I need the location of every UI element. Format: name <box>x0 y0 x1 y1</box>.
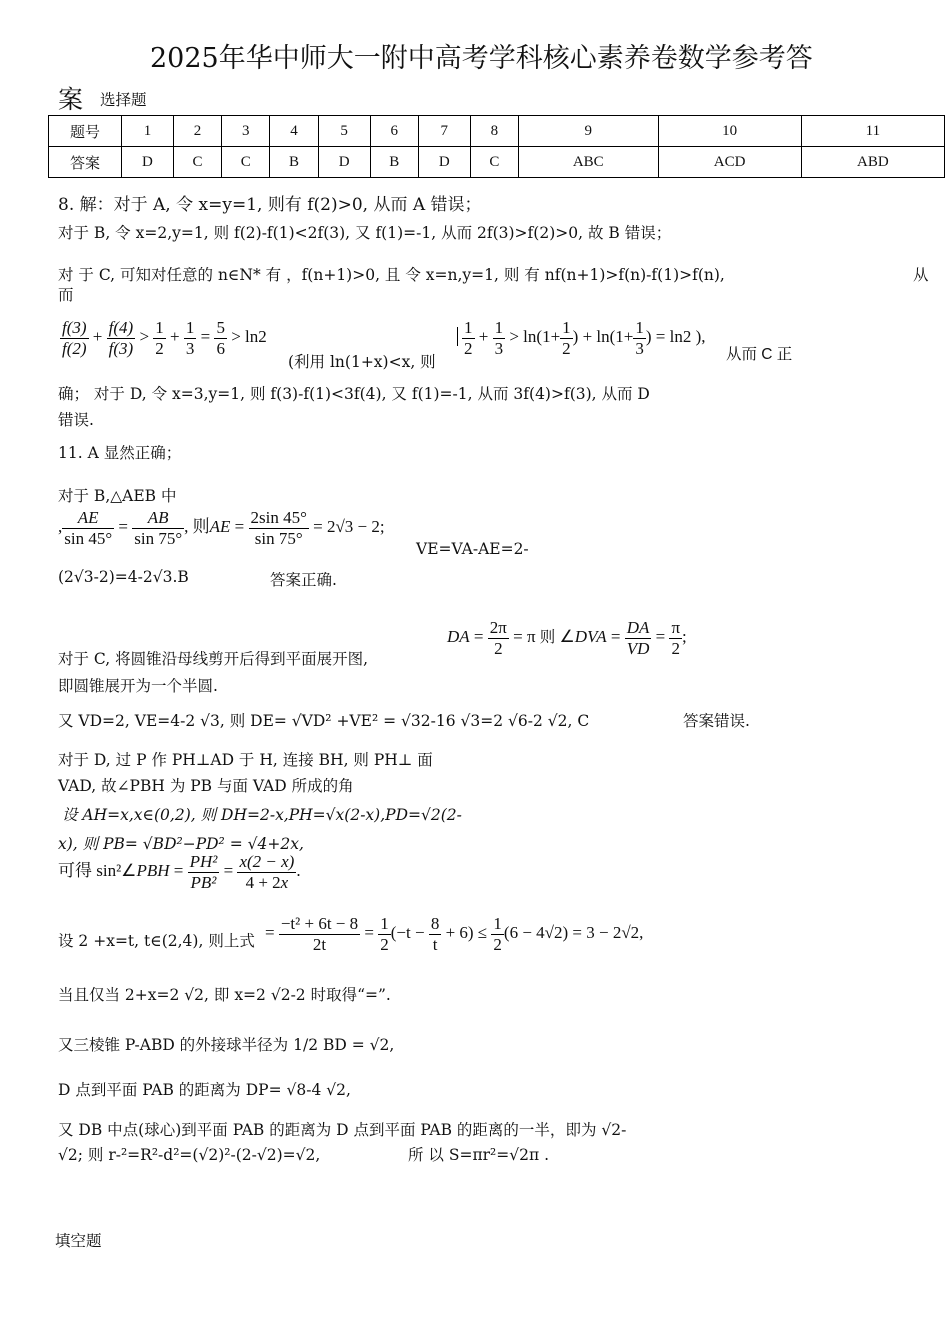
table-cell: 7 <box>418 116 470 147</box>
q8-formula-ln: $\frac{1}{2}$ + $\frac{1}{3}$ > ln(1+ $\frac{1}{2}$ ) + ln(1+ $\frac{1}{3}$ ) = ln2 ), <box>457 318 706 358</box>
section-heading-fill: 填空题 <box>55 1232 102 1250</box>
table-header-cell: 题号 <box>49 116 122 147</box>
q11-c-formula: DA = $\frac{2\pi}{2}$ = π 则 ∠DVA = $\frac{DA}{VD}$ = $\frac{\pi}{2}$ ; <box>447 618 687 658</box>
q11-d-line-2: VAD, 故∠PBH 为 PB 与面 VAD 所成的角 <box>58 777 354 795</box>
q8-line-6: 错误. <box>58 411 94 429</box>
q11-b-line-2: VE=VA-AE=2- <box>416 540 529 558</box>
table-cell: D <box>418 147 470 178</box>
table-row <box>49 116 945 147</box>
q11-d-line-6-prefix: 设 2 +x=t, t∈(2,4), 则上式 <box>58 932 255 950</box>
q11-c-line-2: 即圆锥展开为一个半圆. <box>58 677 218 695</box>
table-cell: 1 <box>122 116 174 147</box>
q11-d-line-1: 对于 D, 过 P 作 PH⊥AD 于 H, 连接 BH, 则 PH⊥ 面 <box>58 751 433 769</box>
table-cell: ABC <box>519 147 659 178</box>
q8-line-3-tail: 从 <box>913 266 929 284</box>
table-cell: 4 <box>270 116 318 147</box>
table-cell: 2 <box>173 116 221 147</box>
table-header-cell: 答案 <box>49 147 122 178</box>
q11-d-line-10: 又 DB 中点(球心)到平面 PAB 的距离为 D 点到平面 PAB 的距离的一半，即为 √2- <box>58 1121 627 1139</box>
q11-d-line-11-tail: 所 以 S=πr²=√2π . <box>408 1146 550 1164</box>
q11-b-formula: , $\frac{AE}{\sin 45^\circ}$ = $\frac{AB}{\sin 75^\circ}$ , 则AE = $\frac{2\sin 45^\circ}{\sin 75^\circ}$ = 2√3 − 2; <box>58 508 385 548</box>
q8-line-1: 8. 解：对于 A, 令 x=y=1, 则有 f(2)>0, 从而 A 错误； <box>58 195 482 215</box>
table-cell: D <box>122 147 174 178</box>
page-title-continued: 案 <box>58 85 84 114</box>
q8-line-4-tail: 从而 C 正 <box>726 346 793 363</box>
table-cell: ABD <box>801 147 944 178</box>
q8-formula-sum-ratio: $\frac{f(3)}{f(2)}$ + $\frac{f(4)}{f(3)}$ > $\frac{1}{2}$ + $\frac{1}{3}$ = $\frac{5}{6}$ > ln2 <box>62 318 267 358</box>
q11-a: 11. A 显然正确； <box>58 444 182 462</box>
page-title: 2025年华中师大一附中高考学科核心素养卷数学参考答 <box>150 43 813 74</box>
table-cell: B <box>370 147 418 178</box>
q11-d-formula-bound: = $\frac{\text{−t² + 6t − 8}}{2t}$ = $\frac{1}{2}$ (−t − $\frac{8}{t}$ + 6) ≤ $\frac{1}{2}$ (6 − 4√2) = 3 − 2√2, <box>265 914 644 954</box>
q8-line-2: 对于 B, 令 x=2,y=1, 则 f(2)-f(1)<2f(3), 又 f(1)=-1, 从而 2f(3)>f(2)>0, 故 B 错误； <box>58 224 672 242</box>
table-cell: C <box>470 147 518 178</box>
q8-line-3-cont: 而 <box>58 286 74 304</box>
table-cell: 6 <box>370 116 418 147</box>
table-cell: C <box>222 147 270 178</box>
q11-c-line-1: 对于 C, 将圆锥沿母线剪开后得到平面展开图, <box>58 650 369 668</box>
table-cell: 5 <box>318 116 370 147</box>
q11-b-line-1: 对于 B,△AEB 中 <box>58 487 177 505</box>
q8-line-3: 对 于 C, 可知对任意的 n∈N* 有 ，f(n+1)>0, 且 令 x=n,y=1, 则 有 nf(n+1)>f(n)-f(1)>f(n), <box>58 266 725 284</box>
table-cell: B <box>270 147 318 178</box>
table-cell: 11 <box>801 116 944 147</box>
q8-line-5: 确； 对于 D, 令 x=3,y=1, 则 f(3)-f(1)<3f(4), 又 f(1)=-1, 从而 3f(4)>f(3), 从而 D <box>58 385 650 403</box>
table-cell: ACD <box>658 147 801 178</box>
section-heading-mc: 选择题 <box>100 91 147 109</box>
table-cell: 9 <box>519 116 659 147</box>
table-cell: 3 <box>222 116 270 147</box>
q11-d-line-11: √2; 则 r-²=R²-d²=(√2)²-(2-√2)=√2, <box>58 1146 321 1164</box>
q11-d-formula-sin: 可得 sin²∠PBH = $\frac{\text{PH²}}{\text{PB²}}$ = $\frac{x(2 - x)}{4 + 2x}$ . <box>58 852 301 892</box>
table-row <box>49 147 945 178</box>
answer-table <box>48 115 945 178</box>
q11-d-line-8: 又三棱锥 P-ABD 的外接球半径为 1/2 BD = √2, <box>58 1036 395 1054</box>
q11-b-line-3: (2√3-2)=4-2√3.B <box>58 568 189 586</box>
q11-c-line-3: 又 VD=2, VE=4-2 √3, 则 DE= √VD² +VE² = √32-16 √3=2 √6-2 √2, C <box>58 712 590 730</box>
q11-c-line-3-tail: 答案错误. <box>683 712 750 730</box>
q11-d-line-9: D 点到平面 PAB 的距离为 DP= √8-4 √2, <box>58 1081 351 1099</box>
table-cell: D <box>318 147 370 178</box>
q11-d-line-3: 设 AH=x,x∈(0,2), 则 DH=2-x,PH=√x(2-x),PD=√2(2- <box>62 806 462 824</box>
q11-b-line-3-tail: 答案正确. <box>270 571 337 589</box>
q11-d-line-4: x), 则 PB= √BD²−PD² = √4+2x, <box>58 835 304 853</box>
table-cell: 10 <box>658 116 801 147</box>
q11-d-line-7: 当且仅当 2+x=2 √2, 即 x=2 √2-2 时取得“=”. <box>58 986 391 1004</box>
table-cell: 8 <box>470 116 518 147</box>
table-cell: C <box>173 147 221 178</box>
q8-note: (利用 ln(1+x)<x, 则 <box>288 353 436 371</box>
